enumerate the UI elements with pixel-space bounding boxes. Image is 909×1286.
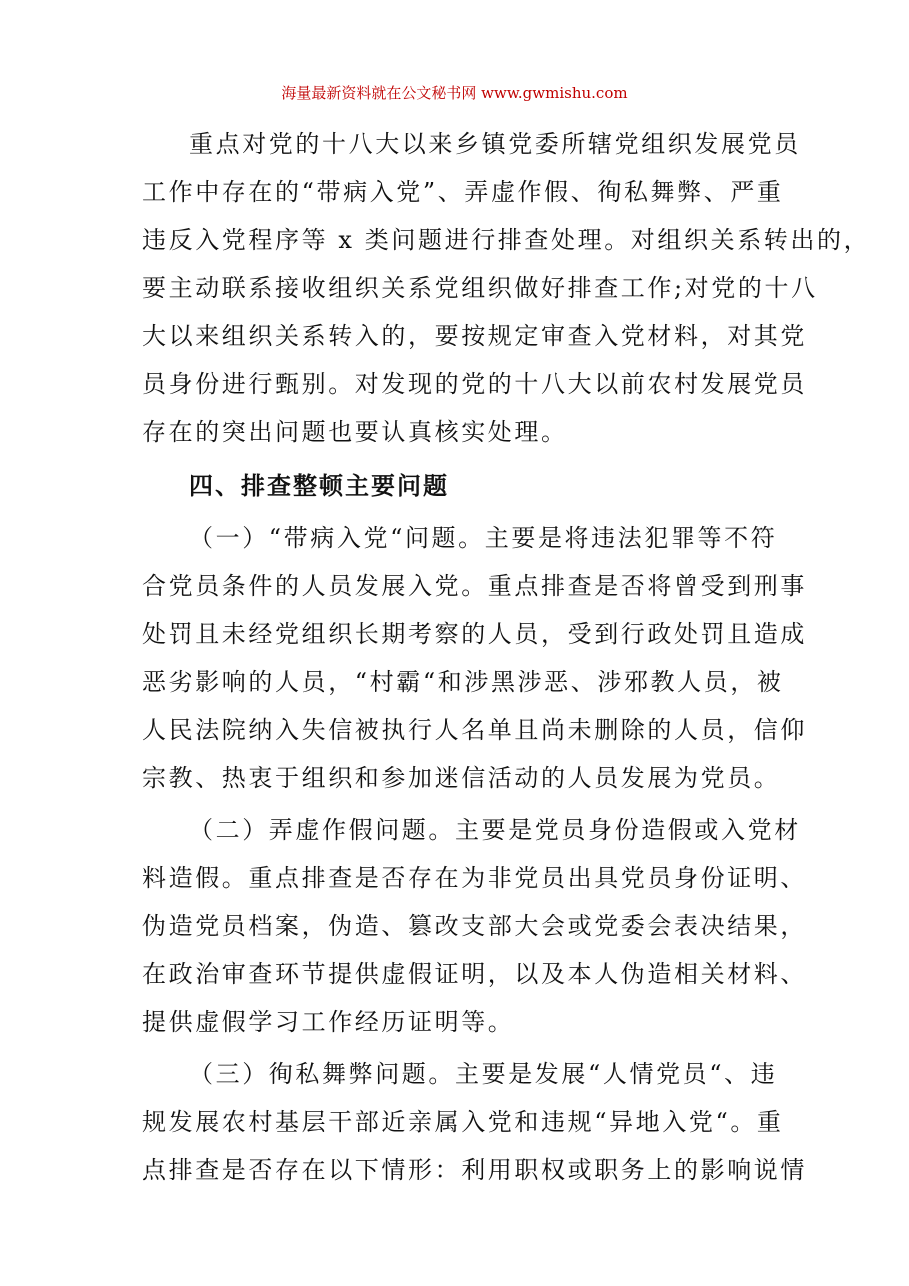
- body-paragraph: [142, 1050, 807, 1194]
- body-paragraph: [142, 120, 871, 456]
- site-watermark-header: 海量最新资料就在公文秘书网 www.gwmishu.com: [281, 84, 628, 102]
- paragraph-line: 工作中存在的“带病入党”、弄虚作假、徇私舞弊、严重: [142, 178, 784, 206]
- paragraph-line: 员身份进行甄别。对发现的党的十八大以前农村发展党员: [142, 370, 807, 398]
- paragraph-line: 重点对党的十八大以来乡镇党委所辖党组织发展党员: [189, 130, 801, 158]
- paragraph-line: 恶劣影响的人员，“村霸“和涉黑涉恶、涉邪教人员，被: [142, 668, 784, 696]
- paragraph-line: 要主动联系接收组织关系党组织做好排查工作;对党的十八: [142, 274, 818, 302]
- paragraph-line: 规发展农村基层干部近亲属入党和违规“异地入党“。重: [142, 1108, 784, 1136]
- paragraph-line: 料造假。重点排查是否存在为非党员出具党员身份证明、: [142, 864, 807, 892]
- paragraph-line: （三）徇私舞弊问题。主要是发展“人情党员“、违: [189, 1060, 778, 1088]
- paragraph-line: 合党员条件的人员发展入党。重点排查是否将曾受到刑事: [142, 572, 807, 600]
- paragraph-line: （一）“带病入党“问题。主要是将违法犯罪等不符: [189, 524, 778, 552]
- body-paragraph: [142, 514, 807, 802]
- body-paragraph: [142, 806, 807, 1046]
- paragraph-line: 处罚且未经党组织长期考察的人员，受到行政处罚且造成: [142, 620, 807, 648]
- paragraph-line: 大以来组织关系转入的，要按规定审查入党材料，对其党: [142, 322, 807, 350]
- paragraph-line: 人民法院纳入失信被执行人名单且尚未删除的人员，信仰: [142, 716, 807, 744]
- document-body: [142, 120, 871, 1198]
- section-heading: [142, 462, 772, 510]
- paragraph-line: 违反入党程序等 x 类问题进行排查处理。对组织关系转出的，: [142, 226, 871, 254]
- heading-text: 四、排查整顿主要问题: [189, 472, 449, 500]
- paragraph-line: （二）弄虚作假问题。主要是党员身份造假或入党材: [189, 816, 801, 844]
- paragraph-line: 宗教、热衷于组织和参加迷信活动的人员发展为党员。: [142, 764, 781, 792]
- paragraph-line: 点排查是否存在以下情形：利用职权或职务上的影响说情: [142, 1156, 807, 1184]
- paragraph-line: 伪造党员档案，伪造、篡改支部大会或党委会表决结果，: [142, 912, 807, 940]
- paragraph-line: 在政治审查环节提供虚假证明，以及本人伪造相关材料、: [142, 960, 807, 988]
- paragraph-line: 存在的突出问题也要认真核实处理。: [142, 418, 568, 446]
- paragraph-line: 提供虚假学习工作经历证明等。: [142, 1008, 515, 1036]
